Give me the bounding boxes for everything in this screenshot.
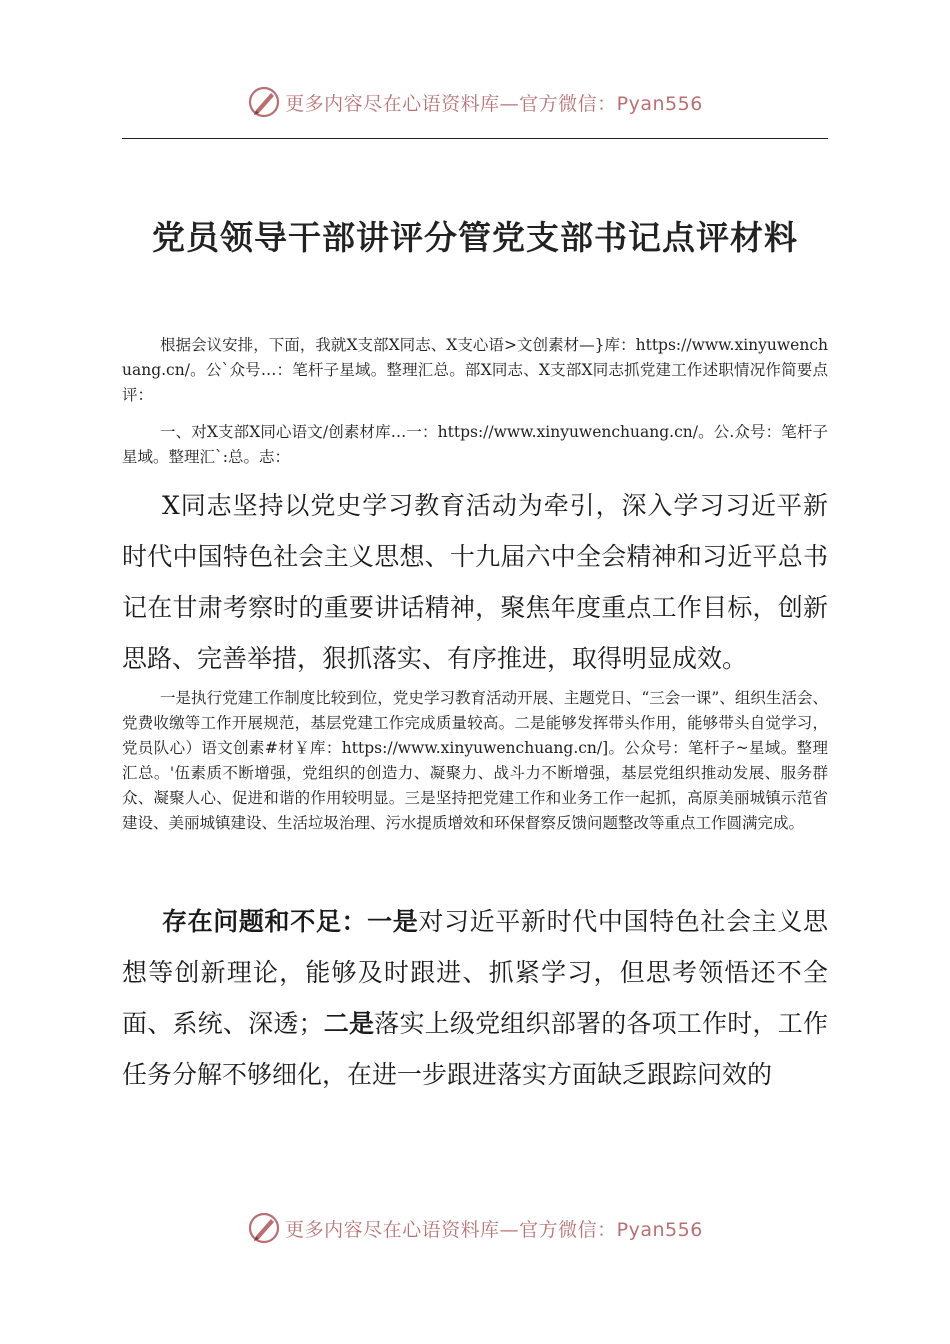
banner-wechat-id: Pyan556 xyxy=(616,92,703,115)
problem-two-label: 二是 xyxy=(323,1009,375,1038)
problem-one-label: 一是 xyxy=(367,907,419,936)
banner-text xyxy=(285,1215,703,1242)
banner-slogan: 更多内容尽在心语资料库—官方微信： xyxy=(285,92,617,115)
header-banner xyxy=(0,80,950,124)
header-divider xyxy=(122,138,828,139)
document-title: 党员领导干部讲评分管党支部书记点评材料 xyxy=(152,218,798,257)
paragraph-achievements: 一是执行党建工作制度比较到位，党史学习教育活动开展、主题党日、“三会一课”、组织生活会、党费收缴等工作开展规范，基层党建工作完成质量较高。二是能够发挥带头作用，能够带头自觉学习，党员队心）语文创素#材￥库：https://www.xinyuwenchuang.cn/]。公众号：笔杆子~星域。整理汇总。'伍素质不断增强，党组织的创造力、凝聚力、战斗力不断增强，基层党组织推动发展、服务群众、凝聚人心、促进和谐的作用较明显。三是坚持把党建工作和业务工作一起抓，高原美丽城镇示范省建设、美丽城镇建设、生活垃圾治理、污水提质增效和环保督察反馈问题整改等重点工作圆满完成。 xyxy=(122,689,828,832)
banner-slogan: 更多内容尽在心语资料库—官方微信： xyxy=(285,1218,617,1241)
pen-logo-icon xyxy=(247,85,281,119)
paragraph-problems xyxy=(122,896,828,1100)
paragraph-section-one: 一、对X支部X同心语文/创素材库…一：https://www.xinyuwenchuang.cn/。公.众号：笔杆子星域。整理汇`:总。志： xyxy=(122,423,828,466)
problems-heading: 存在问题和不足： xyxy=(162,907,368,936)
problem-two-text: 落实上级党组织部署的各项工作时，工作任务分解不够细化，在进一步跟进落实方面缺乏跟踪问效的 xyxy=(122,1009,828,1089)
paragraph-summary: X同志坚持以党史学习教育活动为牵引，深入学习习近平新时代中国特色社会主义思想、十九届六中全会精神和习近平总书记在甘肃考察时的重要讲话精神，聚焦年度重点工作目标，创新思路、完善举措，狠抓落实、有序推进，取得明显成效。 xyxy=(122,491,828,673)
banner-wechat-id: Pyan556 xyxy=(616,1218,703,1241)
paragraph-intro: 根据会议安排，下面，我就X支部X同志、X支心语>文创素材—}库：https://www.xinyuwenchuang.cn/。公`众号…：笔杆子星域。整理汇总。部X同志、X支部X同志抓党建工作述职情况作简要点评： xyxy=(122,336,828,404)
banner-text xyxy=(285,89,703,116)
footer-banner xyxy=(0,1206,950,1250)
pen-logo-icon xyxy=(247,1211,281,1245)
problem-one-text: 对习近平新时代中国特色社会主义思想等创新理论，能够及时跟进、抓紧学习，但思考领悟还不全面、系统、深透； xyxy=(122,907,828,1038)
